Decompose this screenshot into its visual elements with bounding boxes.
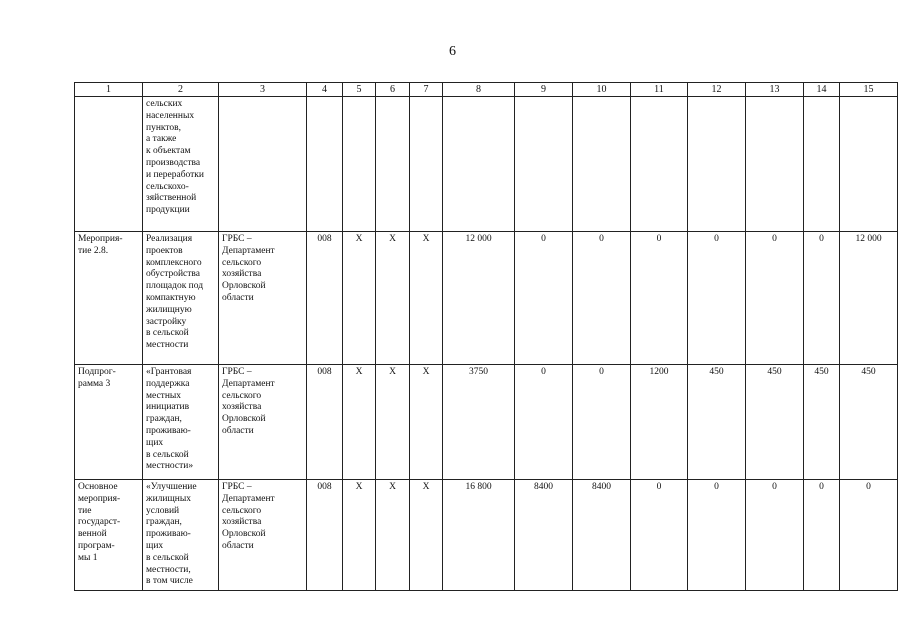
table-cell: 450	[746, 365, 804, 480]
table-row	[75, 97, 898, 232]
header-cell: 14	[804, 83, 840, 97]
table-cell: 450	[688, 365, 746, 480]
header-cell: 12	[688, 83, 746, 97]
table-cell	[410, 97, 443, 232]
table-cell	[631, 97, 688, 232]
table-cell	[573, 97, 631, 232]
table-cell	[804, 97, 840, 232]
table-cell	[75, 97, 143, 232]
header-cell: 1	[75, 83, 143, 97]
table-cell	[746, 97, 804, 232]
header-cell: 13	[746, 83, 804, 97]
table-row	[75, 365, 898, 480]
table-cell	[219, 97, 307, 232]
table-cell	[688, 97, 746, 232]
table-cell: «Улучшение жилищных условий граждан, проживаю- щих в сельской местности, в том числе	[143, 480, 219, 591]
table-cell: ГРБС – Департамент сельского хозяйства Орловской области	[219, 365, 307, 480]
table-cell: 0	[631, 480, 688, 591]
header-cell: 8	[443, 83, 515, 97]
table-cell: Х	[343, 480, 376, 591]
table-cell: Реализация проектов комплексного обустройства площадок под компактную жилищную застройку в сельской местности	[143, 232, 219, 365]
table-cell: 8400	[515, 480, 573, 591]
header-cell: 3	[219, 83, 307, 97]
table-cell: 0	[804, 480, 840, 591]
table-cell: 12 000	[443, 232, 515, 365]
table-cell	[840, 97, 898, 232]
table-row	[75, 232, 898, 365]
table-cell: 008	[307, 365, 343, 480]
table-cell: 1200	[631, 365, 688, 480]
table-cell: Х	[376, 365, 410, 480]
table-cell: 0	[688, 480, 746, 591]
table-cell: Х	[343, 232, 376, 365]
table-cell: Х	[410, 480, 443, 591]
table-cell: Мероприя- тие 2.8.	[75, 232, 143, 365]
table-cell: 450	[804, 365, 840, 480]
table-cell: 0	[573, 365, 631, 480]
header-cell: 10	[573, 83, 631, 97]
header-cell: 9	[515, 83, 573, 97]
table-cell: 0	[804, 232, 840, 365]
header-cell: 5	[343, 83, 376, 97]
table-cell: Х	[376, 232, 410, 365]
table-cell	[515, 97, 573, 232]
header-cell: 11	[631, 83, 688, 97]
header-cell: 15	[840, 83, 898, 97]
table-cell: 0	[573, 232, 631, 365]
table-cell	[443, 97, 515, 232]
table-cell: 450	[840, 365, 898, 480]
table-cell: 0	[746, 232, 804, 365]
table-cell: Х	[376, 480, 410, 591]
header-cell: 4	[307, 83, 343, 97]
header-cell: 7	[410, 83, 443, 97]
table-cell: 3750	[443, 365, 515, 480]
table-cell: 0	[840, 480, 898, 591]
table-row	[75, 480, 898, 591]
table-cell: 008	[307, 480, 343, 591]
header-cell: 2	[143, 83, 219, 97]
table-cell: «Грантовая поддержка местных инициатив граждан, проживаю- щих в сельской местности»	[143, 365, 219, 480]
table-cell: Х	[410, 232, 443, 365]
table-cell: Основное мероприя- тие государст- венной програм- мы 1	[75, 480, 143, 591]
table-cell: 0	[631, 232, 688, 365]
page-number: 6	[449, 44, 456, 59]
table-cell: 008	[307, 232, 343, 365]
table-cell: Х	[343, 365, 376, 480]
table-cell: 0	[688, 232, 746, 365]
table-cell: ГРБС – Департамент сельского хозяйства Орловской области	[219, 480, 307, 591]
table-cell: 0	[515, 232, 573, 365]
table-cell: Подпрог- рамма 3	[75, 365, 143, 480]
table-cell: 0	[746, 480, 804, 591]
table-cell: ГРБС – Департамент сельского хозяйства Орловской области	[219, 232, 307, 365]
table-cell: 16 800	[443, 480, 515, 591]
table-cell: Х	[410, 365, 443, 480]
table-cell: 12 000	[840, 232, 898, 365]
table-cell	[307, 97, 343, 232]
table-cell: 8400	[573, 480, 631, 591]
table-cell	[376, 97, 410, 232]
budget-table	[74, 82, 898, 591]
table-cell: 0	[515, 365, 573, 480]
table-cell	[343, 97, 376, 232]
table-cell: сельских населенных пунктов, а также к объектам производства и переработки сельскохо- зяйственной продукции	[143, 97, 219, 232]
header-row	[75, 83, 898, 97]
header-cell: 6	[376, 83, 410, 97]
